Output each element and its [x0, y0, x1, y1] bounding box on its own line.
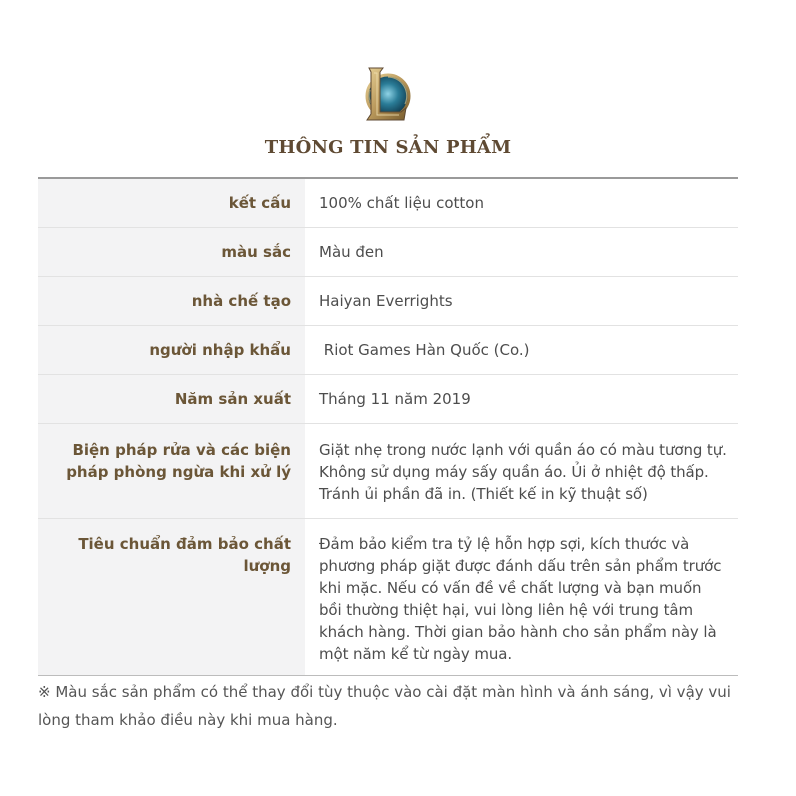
spec-label-quality-standard: Tiêu chuẩn đảm bảo chất lượng	[38, 519, 305, 675]
spec-value-material: 100% chất liệu cotton	[319, 194, 484, 212]
spec-row-importer	[38, 326, 738, 375]
color-disclaimer-note: ※ Màu sắc sản phẩm có thể thay đổi tùy thuộc vào cài đặt màn hình và ánh sáng, vì vậy vui lòng tham khảo điều này khi mua hàng.	[38, 683, 731, 729]
spec-label-material: kết cấu	[38, 179, 305, 227]
spec-row-quality-standard	[38, 519, 738, 675]
spec-label-color: màu sắc	[38, 228, 305, 276]
page-title: THÔNG TIN SẢN PHẨM	[264, 137, 512, 158]
spec-label-importer: người nhập khẩu	[38, 326, 305, 374]
spec-label-manufacturer: nhà chế tạo	[38, 277, 305, 325]
spec-row-manufacturer	[38, 277, 738, 326]
spec-value-manufacturer: Haiyan Everrights	[319, 292, 453, 310]
spec-value-quality-standard: Đảm bảo kiểm tra tỷ lệ hỗn hợp sợi, kích thước và phương pháp giặt được đánh dấu trên sản phẩm trước khi mặc. Nếu có vấn đề về chất lượng và bạn muốn bồi thường thiệt hại, vui lòng liên hệ với trung tâm khách hàng. Thời gian bảo hành cho sản phẩm này là một năm kể từ ngày mua.	[319, 535, 722, 663]
spec-value-color: Màu đen	[319, 243, 384, 261]
spec-row-care-instructions	[38, 424, 738, 519]
league-of-legends-logo-icon	[361, 64, 413, 126]
spec-value-care-instructions: Giặt nhẹ trong nước lạnh với quần áo có màu tương tự. Không sử dụng máy sấy quần áo. Ủi ở nhiệt độ thấp. Tránh ủi phần đã in. (Thiết kế in kỹ thuật số)	[319, 441, 727, 503]
spec-row-production-date	[38, 375, 738, 424]
spec-label-care-instructions: Biện pháp rửa và các biện pháp phòng ngừa khi xử lý	[38, 424, 305, 518]
spec-value-importer: Riot Games Hàn Quốc (Co.)	[319, 341, 530, 359]
spec-label-production-date: Năm sản xuất	[38, 375, 305, 423]
spec-value-production-date: Tháng 11 năm 2019	[319, 390, 471, 408]
spec-row-color	[38, 228, 738, 277]
spec-row-material	[38, 179, 738, 228]
product-spec-table	[38, 177, 738, 676]
